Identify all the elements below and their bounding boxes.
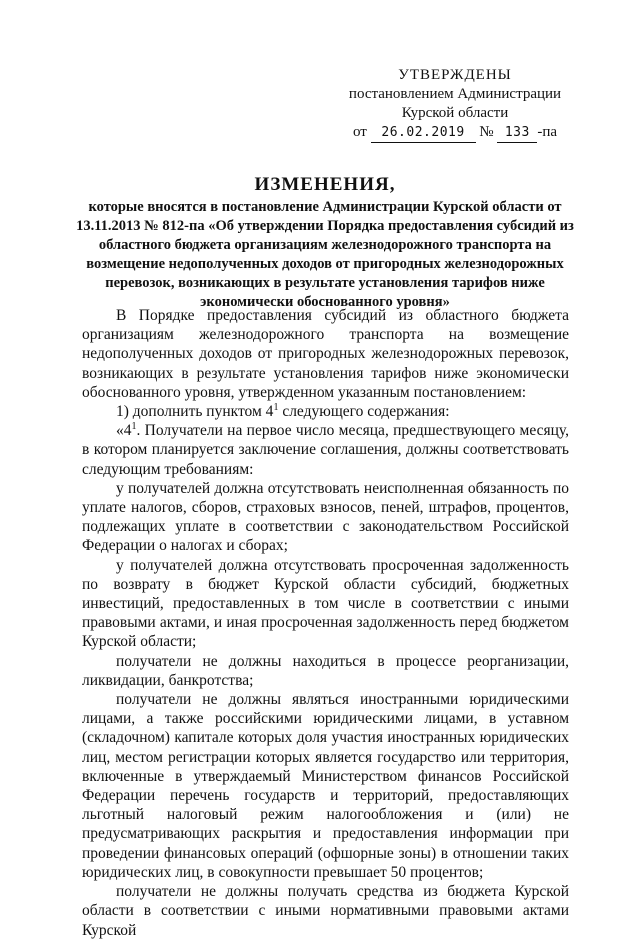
intro-paragraph: В Порядке предоставления субсидий из областного бюджета организациям железнодорожного транспорта на возмещение недополученных доходов от пригородных железнодорожных перевозок, возникающих в результате установления тарифов ниже экономически обоснованного уровня, утвержденном указанным постановлением: xyxy=(82,307,569,401)
approval-line-1: постановлением Администрации xyxy=(348,86,562,102)
item-1-suffix: следующего содержания: xyxy=(278,403,450,421)
requirement-2: у получателей должна отсутствовать просроченная задолженность по возврату в бюджет Курской области субсидий, бюджетных инвестиций, предоставленных в том числе в соответствии с иными правовыми актами, и иная просроченная задолженность перед бюджетом Курской области; xyxy=(82,556,569,651)
item-1-paragraph xyxy=(82,402,569,421)
heading-subtitle: которые вносятся в постановление Администрации Курской области от 13.11.2013 № 812-па «Об утверждении Порядка предоставления субсидий из областного бюджета организациям железнодорожного транспорта на возмещение недополученных доходов от пригородных железнодорожных перевозок, возникающих в результате установления тарифов ниже экономически обоснованного уровня» xyxy=(76,199,574,310)
requirement-5: получатели не должны получать средства из бюджета Курской области в соответствии с иными нормативными правовыми актами Курской xyxy=(82,883,569,939)
heading-title: ИЗМЕНЕНИЯ, xyxy=(254,174,396,195)
requirement-3: получатели не должны находиться в процессе реорганизации, ликвидации, банкротства; xyxy=(82,652,569,689)
document-body xyxy=(82,306,569,940)
item-1-prefix: 1) дополнить пунктом 4 xyxy=(116,403,274,421)
number-prefix: № xyxy=(479,124,494,140)
date-prefix: от xyxy=(352,124,367,140)
clause-4-1-sup: 1 xyxy=(131,421,137,433)
handwritten-date: 26.02.2019 xyxy=(371,123,476,143)
clause-4-1-text: . Получатели на первое число месяца, предшествующего месяцу, в котором планируется заключение соглашения, должны соответствовать следующим требованиям: xyxy=(82,422,569,478)
approval-date-line xyxy=(330,123,580,143)
number-suffix: -па xyxy=(537,124,558,140)
handwritten-number: 133 xyxy=(497,123,537,143)
document-heading xyxy=(60,174,590,312)
requirement-1: у получателей должна отсутствовать неисполненная обязанность по уплате налогов, сборов, страховых взносов, пеней, штрафов, процентов, подлежащих уплате в соответствии с законодательством Российской Федерации о налогах и сборах; xyxy=(82,479,569,555)
clause-4-1-paragraph xyxy=(82,421,569,479)
requirement-4: получатели не должны являться иностранными юридическими лицами, а также российскими юридическими лицами, в уставном (складочном) капитале которых доля участия иностранных юридических лиц, местом регистрации которых является государство или территория, включенные в утверждаемый Министерством финансов Российской Федерации перечень государств и территорий, предоставляющих льготный налоговый режим налогообложения и (или) не предусматривающих раскрытия и предоставления информации при проведении финансовых операций (офшорные зоны) в отношении таких юридических лиц, в совокупности превышает 50 процентов; xyxy=(82,691,569,881)
approval-title: УТВЕРЖДЕНЫ xyxy=(398,67,512,83)
approval-block xyxy=(330,66,580,143)
item-1-sup: 1 xyxy=(273,401,279,413)
clause-4-1-prefix: «4 xyxy=(116,422,132,440)
approval-line-2: Курской области xyxy=(401,105,509,121)
